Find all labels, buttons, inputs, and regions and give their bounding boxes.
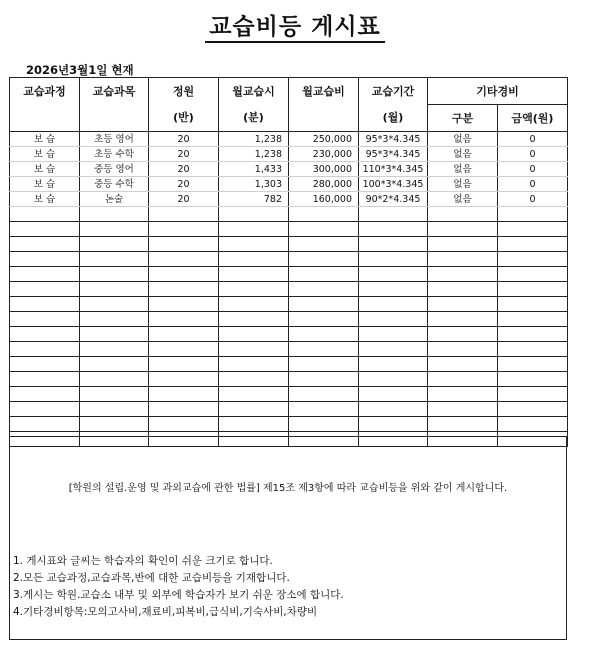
- subject-cell: [80, 312, 149, 327]
- capacity-cell: [149, 297, 219, 312]
- capacity-cell: 20: [149, 162, 219, 177]
- capacity-cell: [149, 402, 219, 417]
- notes-list: [13, 553, 344, 621]
- subject-cell: 중등 영어: [80, 162, 149, 177]
- subject-cell: 중등 수학: [80, 177, 149, 192]
- hours-cell: [219, 207, 289, 222]
- header-monthly-hours-unit: (분): [219, 105, 289, 132]
- course-cell: [10, 237, 80, 252]
- table-row: [10, 192, 568, 207]
- fee-cell: [289, 297, 359, 312]
- capacity-cell: [149, 342, 219, 357]
- other-type-cell: [428, 357, 498, 372]
- table-row: [10, 162, 568, 177]
- course-cell: 보 습: [10, 132, 80, 147]
- other-type-cell: [428, 327, 498, 342]
- page-title: 교습비등 게시표: [0, 8, 590, 41]
- subject-cell: 논술: [80, 192, 149, 207]
- other-amount-cell: [498, 402, 568, 417]
- subject-cell: [80, 237, 149, 252]
- course-cell: 보 습: [10, 147, 80, 162]
- course-cell: [10, 417, 80, 432]
- other-amount-cell: [498, 252, 568, 267]
- fee-cell: [289, 387, 359, 402]
- period-cell: [359, 342, 428, 357]
- empty-row: [10, 282, 568, 297]
- other-type-cell: 없음: [428, 132, 498, 147]
- period-cell: 110*3*4.345: [359, 162, 428, 177]
- fee-cell: [289, 282, 359, 297]
- subject-cell: [80, 282, 149, 297]
- empty-row: [10, 402, 568, 417]
- other-type-cell: [428, 297, 498, 312]
- empty-row: [10, 222, 568, 237]
- note-item: 3.게시는 학원.교습소 내부 및 외부에 학습자가 보기 쉬운 장소에 합니다.: [13, 589, 344, 601]
- other-amount-cell: [498, 237, 568, 252]
- hours-cell: [219, 417, 289, 432]
- fee-table: [9, 77, 568, 447]
- period-cell: 95*3*4.345: [359, 132, 428, 147]
- period-cell: [359, 282, 428, 297]
- other-amount-cell: [498, 207, 568, 222]
- empty-row: [10, 387, 568, 402]
- other-amount-cell: 0: [498, 192, 568, 207]
- subject-cell: 초등 수학: [80, 147, 149, 162]
- other-type-cell: [428, 207, 498, 222]
- empty-row: [10, 312, 568, 327]
- fee-cell: [289, 207, 359, 222]
- other-type-cell: [428, 282, 498, 297]
- other-amount-cell: 0: [498, 147, 568, 162]
- other-type-cell: [428, 417, 498, 432]
- empty-row: [10, 342, 568, 357]
- capacity-cell: [149, 387, 219, 402]
- other-amount-cell: [498, 327, 568, 342]
- other-amount-cell: [498, 312, 568, 327]
- period-cell: [359, 267, 428, 282]
- capacity-cell: [149, 327, 219, 342]
- fee-cell: [289, 252, 359, 267]
- fee-cell: 280,000: [289, 177, 359, 192]
- other-type-cell: [428, 402, 498, 417]
- notice-box: [9, 436, 567, 640]
- other-amount-cell: [498, 357, 568, 372]
- capacity-cell: [149, 312, 219, 327]
- legal-notice: [학원의 설립.운영 및 과외교습에 관한 법률] 제15조 제3항에 따라 교습비등을 위와 같이 게시합니다.: [68, 483, 508, 494]
- course-cell: 보 습: [10, 177, 80, 192]
- empty-row: [10, 207, 568, 222]
- header-monthly-fee-blank: [289, 105, 359, 132]
- empty-row: [10, 252, 568, 267]
- hours-cell: [219, 297, 289, 312]
- hours-cell: 1,238: [219, 147, 289, 162]
- empty-row: [10, 237, 568, 252]
- other-type-cell: [428, 372, 498, 387]
- hours-cell: [219, 267, 289, 282]
- empty-row: [10, 267, 568, 282]
- course-cell: [10, 312, 80, 327]
- hours-cell: [219, 312, 289, 327]
- hours-cell: [219, 282, 289, 297]
- capacity-cell: [149, 237, 219, 252]
- other-amount-cell: 0: [498, 162, 568, 177]
- header-subject: 교습과목: [80, 78, 149, 105]
- other-amount-cell: [498, 297, 568, 312]
- subject-cell: [80, 402, 149, 417]
- capacity-cell: [149, 372, 219, 387]
- other-type-cell: [428, 387, 498, 402]
- fee-cell: [289, 372, 359, 387]
- fee-cell: 160,000: [289, 192, 359, 207]
- table-row: [10, 177, 568, 192]
- period-cell: [359, 312, 428, 327]
- course-cell: [10, 282, 80, 297]
- other-amount-cell: [498, 267, 568, 282]
- hours-cell: 1,303: [219, 177, 289, 192]
- header-row-1: [10, 78, 568, 105]
- course-cell: [10, 222, 80, 237]
- hours-cell: [219, 357, 289, 372]
- course-cell: 보 습: [10, 162, 80, 177]
- date-label: 2026년3월1일 현재: [26, 63, 134, 77]
- other-type-cell: [428, 342, 498, 357]
- other-type-cell: [428, 222, 498, 237]
- subject-cell: [80, 327, 149, 342]
- fee-cell: 250,000: [289, 132, 359, 147]
- hours-cell: [219, 372, 289, 387]
- header-other-amount: 금액(원): [498, 105, 568, 132]
- fee-cell: [289, 237, 359, 252]
- course-cell: [10, 387, 80, 402]
- note-item: 4.기타경비항목:모의고사비,재료비,피복비,급식비,기숙사비,차량비: [13, 606, 318, 618]
- course-cell: 보 습: [10, 192, 80, 207]
- course-cell: [10, 327, 80, 342]
- header-course-blank: [10, 105, 80, 132]
- header-monthly-fee: 월교습비: [289, 78, 359, 105]
- header-capacity: 정원: [149, 78, 219, 105]
- header-other-type: 구분: [428, 105, 498, 132]
- empty-row: [10, 372, 568, 387]
- subject-cell: [80, 342, 149, 357]
- hours-cell: [219, 222, 289, 237]
- hours-cell: 1,238: [219, 132, 289, 147]
- empty-row: [10, 417, 568, 432]
- course-cell: [10, 357, 80, 372]
- period-cell: [359, 327, 428, 342]
- other-amount-cell: [498, 222, 568, 237]
- period-cell: 90*2*4.345: [359, 192, 428, 207]
- course-cell: [10, 252, 80, 267]
- period-cell: 95*3*4.345: [359, 147, 428, 162]
- empty-row: [10, 327, 568, 342]
- course-cell: [10, 342, 80, 357]
- fee-cell: [289, 312, 359, 327]
- hours-cell: [219, 342, 289, 357]
- subject-cell: [80, 297, 149, 312]
- fee-cell: [289, 327, 359, 342]
- period-cell: [359, 372, 428, 387]
- capacity-cell: [149, 252, 219, 267]
- fee-cell: [289, 222, 359, 237]
- period-cell: [359, 402, 428, 417]
- subject-cell: [80, 207, 149, 222]
- period-cell: [359, 207, 428, 222]
- course-cell: [10, 207, 80, 222]
- hours-cell: [219, 327, 289, 342]
- fee-cell: [289, 417, 359, 432]
- period-cell: [359, 387, 428, 402]
- capacity-cell: 20: [149, 132, 219, 147]
- hours-cell: [219, 387, 289, 402]
- other-type-cell: [428, 237, 498, 252]
- period-cell: [359, 357, 428, 372]
- period-cell: [359, 222, 428, 237]
- course-cell: [10, 402, 80, 417]
- subject-cell: [80, 372, 149, 387]
- period-cell: [359, 252, 428, 267]
- hours-cell: [219, 402, 289, 417]
- subject-cell: [80, 267, 149, 282]
- other-amount-cell: [498, 417, 568, 432]
- hours-cell: 782: [219, 192, 289, 207]
- hours-cell: [219, 237, 289, 252]
- other-type-cell: [428, 252, 498, 267]
- capacity-cell: 20: [149, 177, 219, 192]
- fee-cell: [289, 402, 359, 417]
- note-item: 2.모든 교습과정,교습과목,반에 대한 교습비등을 기재합니다.: [13, 572, 290, 584]
- table-row: [10, 132, 568, 147]
- course-cell: [10, 372, 80, 387]
- other-amount-cell: 0: [498, 132, 568, 147]
- capacity-cell: [149, 267, 219, 282]
- capacity-cell: [149, 282, 219, 297]
- header-row-2: [10, 105, 568, 132]
- other-type-cell: 없음: [428, 162, 498, 177]
- other-type-cell: [428, 312, 498, 327]
- other-amount-cell: [498, 282, 568, 297]
- capacity-cell: 20: [149, 147, 219, 162]
- subject-cell: [80, 222, 149, 237]
- hours-cell: [219, 252, 289, 267]
- capacity-cell: [149, 357, 219, 372]
- period-cell: [359, 237, 428, 252]
- period-cell: 100*3*4.345: [359, 177, 428, 192]
- subject-cell: [80, 357, 149, 372]
- fee-cell: [289, 357, 359, 372]
- capacity-cell: [149, 207, 219, 222]
- course-cell: [10, 297, 80, 312]
- fee-cell: 300,000: [289, 162, 359, 177]
- other-type-cell: 없음: [428, 177, 498, 192]
- header-period: 교습기간: [359, 78, 428, 105]
- course-cell: [10, 267, 80, 282]
- fee-cell: [289, 342, 359, 357]
- subject-cell: 초등 영어: [80, 132, 149, 147]
- header-subject-blank: [80, 105, 149, 132]
- other-type-cell: 없음: [428, 147, 498, 162]
- other-amount-cell: [498, 387, 568, 402]
- header-course: 교습과정: [10, 78, 80, 105]
- fee-cell: [289, 267, 359, 282]
- other-amount-cell: 0: [498, 177, 568, 192]
- subject-cell: [80, 387, 149, 402]
- empty-row: [10, 357, 568, 372]
- table-row: [10, 147, 568, 162]
- period-cell: [359, 417, 428, 432]
- other-type-cell: [428, 267, 498, 282]
- other-type-cell: 없음: [428, 192, 498, 207]
- other-amount-cell: [498, 372, 568, 387]
- subject-cell: [80, 417, 149, 432]
- capacity-cell: [149, 417, 219, 432]
- capacity-cell: [149, 222, 219, 237]
- empty-row: [10, 297, 568, 312]
- fee-cell: 230,000: [289, 147, 359, 162]
- header-capacity-unit: (반): [149, 105, 219, 132]
- capacity-cell: 20: [149, 192, 219, 207]
- other-amount-cell: [498, 342, 568, 357]
- subject-cell: [80, 252, 149, 267]
- note-item: 1. 게시표와 글씨는 학습자의 확인이 쉬운 크기로 합니다.: [13, 555, 273, 567]
- header-period-unit: (월): [359, 105, 428, 132]
- period-cell: [359, 297, 428, 312]
- hours-cell: 1,433: [219, 162, 289, 177]
- header-monthly-hours: 월교습시: [219, 78, 289, 105]
- header-other-expenses: 기타경비: [428, 78, 568, 105]
